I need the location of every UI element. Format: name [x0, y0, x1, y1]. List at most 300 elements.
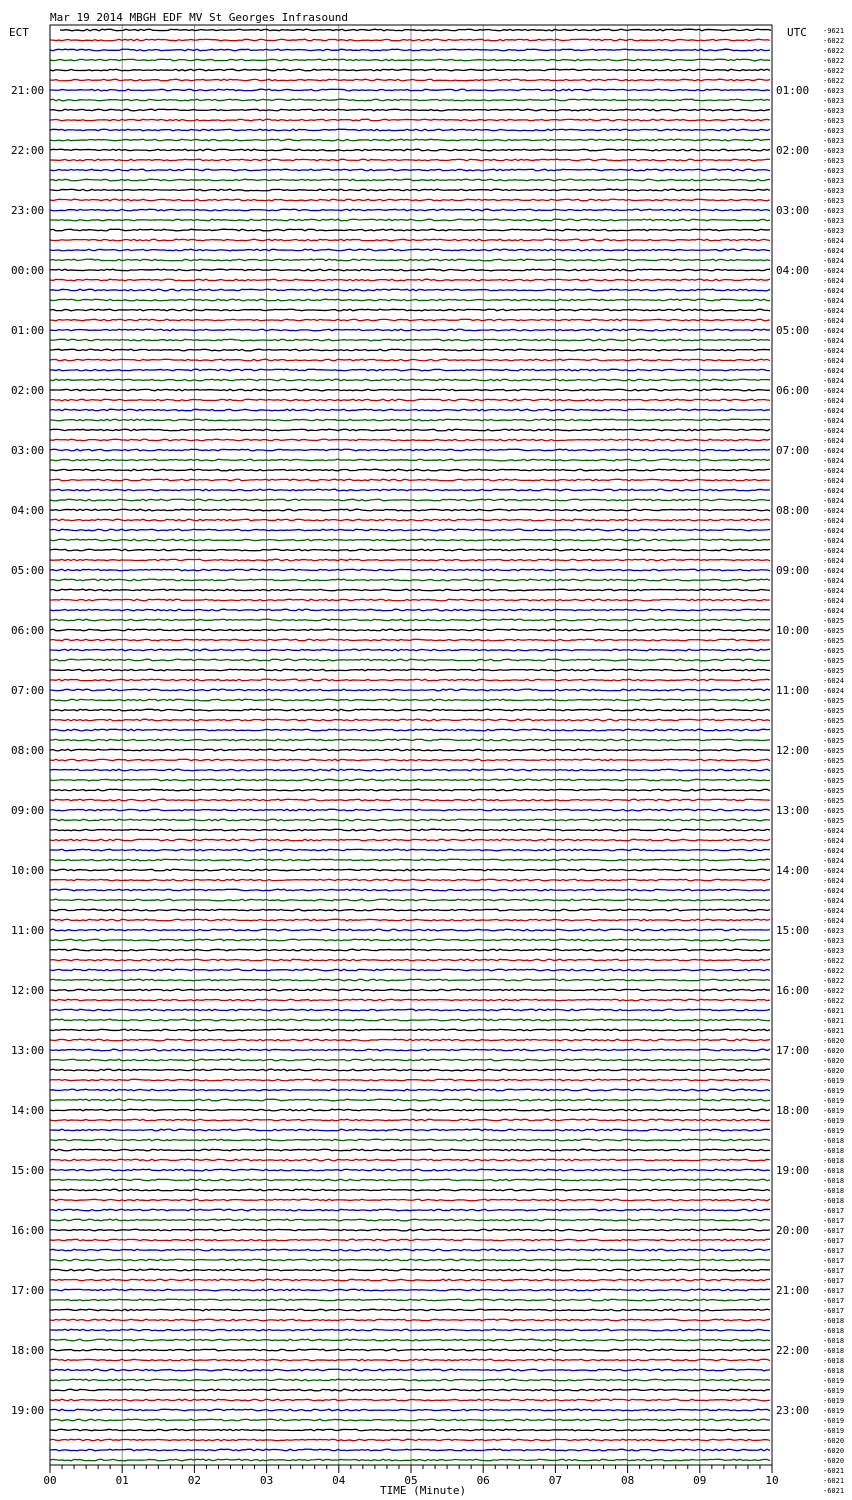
utc-hour-label: 16:00 — [776, 984, 810, 997]
trace-117 — [50, 1199, 770, 1201]
trace-offset-label: -6024 — [823, 247, 845, 255]
ect-hour-label: 12:00 — [11, 984, 45, 997]
trace-offset-label: -6024 — [823, 467, 845, 475]
trace-offset-label: -6022 — [823, 987, 845, 995]
trace-lines — [50, 29, 771, 1461]
trace-140 — [50, 1429, 770, 1431]
trace-36 — [50, 389, 770, 391]
trace-63 — [50, 659, 770, 661]
trace-127 — [50, 1299, 770, 1301]
trace-offset-label: -6025 — [823, 627, 845, 635]
trace-offset-label: -6019 — [823, 1397, 845, 1405]
trace-offset-label: -6024 — [823, 347, 845, 355]
x-tick-label: 06 — [476, 1474, 490, 1487]
trace-25 — [50, 279, 770, 281]
trace-21 — [50, 239, 770, 241]
trace-offset-label: -6020 — [823, 1047, 845, 1055]
ect-hour-label: 15:00 — [11, 1164, 45, 1177]
trace-97 — [50, 999, 770, 1001]
trace-101 — [50, 1039, 770, 1041]
trace-offset-label: -6024 — [823, 317, 845, 325]
trace-offset-label: -6018 — [823, 1137, 845, 1145]
ect-hour-label: 07:00 — [11, 684, 45, 697]
trace-offset-label: -6018 — [823, 1177, 845, 1185]
ect-hour-label: 04:00 — [11, 504, 45, 517]
trace-offset-label: -6025 — [823, 787, 845, 795]
trace-74 — [50, 769, 770, 771]
trace-143 — [50, 1459, 770, 1461]
trace-77 — [50, 799, 770, 801]
trace-35 — [50, 379, 770, 381]
trace-offset-label: -6023 — [823, 197, 845, 205]
trace-offset-label: -6024 — [823, 367, 845, 375]
trace-offset-label: -6023 — [823, 177, 845, 185]
trace-27 — [50, 299, 770, 301]
trace-112 — [50, 1149, 770, 1151]
trace-88 — [50, 909, 770, 911]
trace-48 — [50, 509, 770, 511]
trace-offset-label: -6022 — [823, 957, 845, 965]
trace-92 — [50, 949, 770, 951]
trace-offset-label: -6023 — [823, 167, 845, 175]
ect-hour-label: 02:00 — [11, 384, 45, 397]
trace-offset-label: -6018 — [823, 1337, 845, 1345]
trace-60 — [50, 629, 770, 631]
trace-offset-label: -6024 — [823, 447, 845, 455]
utc-hour-label: 12:00 — [776, 744, 810, 757]
trace-offset-label: -6023 — [823, 107, 845, 115]
trace-offset-label: -6025 — [823, 667, 845, 675]
trace-122 — [50, 1249, 770, 1251]
trace-136 — [50, 1389, 770, 1391]
trace-78 — [50, 809, 770, 811]
trace-118 — [50, 1209, 770, 1211]
utc-hour-label: 19:00 — [776, 1164, 810, 1177]
trace-offset-label: -6024 — [823, 547, 845, 555]
trace-offset-label: -6023 — [823, 87, 845, 95]
trace-120 — [50, 1229, 770, 1231]
trace-offset-label: -6023 — [823, 147, 845, 155]
trace-65 — [50, 679, 770, 681]
trace-126 — [50, 1289, 770, 1291]
trace-offset-label: -6025 — [823, 737, 845, 745]
trace-offset-label: -6024 — [823, 267, 845, 275]
utc-hour-label: 21:00 — [776, 1284, 810, 1297]
trace-40 — [50, 429, 770, 431]
utc-hour-label: 11:00 — [776, 684, 810, 697]
trace-114 — [50, 1169, 770, 1171]
trace-offset-label: -6024 — [823, 677, 845, 685]
trace-51 — [50, 539, 770, 541]
trace-29 — [50, 319, 770, 321]
trace-95 — [50, 979, 770, 981]
trace-66 — [50, 689, 770, 691]
ect-hour-label: 06:00 — [11, 624, 45, 637]
trace-130 — [50, 1329, 770, 1331]
trace-22 — [50, 249, 770, 251]
trace-18 — [50, 209, 770, 211]
trace-38 — [50, 409, 770, 411]
trace-offset-label: -6024 — [823, 907, 845, 915]
trace-offset-label: -6024 — [823, 417, 845, 425]
x-tick-label: 00 — [43, 1474, 57, 1487]
trace-84 — [50, 869, 770, 871]
utc-hour-label: 01:00 — [776, 84, 810, 97]
ect-hour-label: 13:00 — [11, 1044, 45, 1057]
trace-83 — [50, 859, 770, 861]
trace-72 — [50, 749, 770, 751]
trace-offset-label: -6025 — [823, 797, 845, 805]
trace-offset-label: -6023 — [823, 947, 845, 955]
trace-offset-label: -6018 — [823, 1357, 845, 1365]
trace-102 — [50, 1049, 770, 1051]
trace-offset-label: -6018 — [823, 1157, 845, 1165]
trace-133 — [50, 1359, 770, 1361]
trace-2 — [50, 49, 770, 51]
trace-31 — [50, 339, 770, 341]
trace-offset-label: -6024 — [823, 427, 845, 435]
trace-23 — [50, 259, 770, 261]
trace-offset-label: -6024 — [823, 537, 845, 545]
utc-hour-labels — [776, 84, 809, 1417]
trace-offset-label: -6024 — [823, 897, 845, 905]
trace-offset-label: -6022 — [823, 57, 845, 65]
trace-45 — [50, 479, 770, 481]
trace-32 — [50, 349, 770, 351]
trace-134 — [50, 1369, 770, 1371]
trace-96 — [50, 989, 770, 991]
trace-offset-label: -6024 — [823, 847, 845, 855]
utc-hour-label: 05:00 — [776, 324, 810, 337]
trace-43 — [50, 459, 770, 461]
trace-offset-label: -6018 — [823, 1197, 845, 1205]
trace-offset-label: -6024 — [823, 377, 845, 385]
trace-offset-label: -6024 — [823, 567, 845, 575]
trace-offset-label: -6023 — [823, 187, 845, 195]
trace-offset-label: -6024 — [823, 277, 845, 285]
trace-offset-label: -6023 — [823, 217, 845, 225]
trace-offset-label: -6024 — [823, 297, 845, 305]
x-tick-label: 04 — [332, 1474, 346, 1487]
trace-9 — [50, 119, 770, 121]
trace-59 — [50, 619, 770, 621]
ect-hour-label: 22:00 — [11, 144, 45, 157]
trace-offset-label: -6024 — [823, 577, 845, 585]
trace-75 — [50, 779, 770, 781]
trace-offset-label: -6020 — [823, 1447, 845, 1455]
trace-offset-label: -6019 — [823, 1077, 845, 1085]
trace-12 — [50, 149, 770, 151]
trace-offset-label: -6021 — [823, 1477, 845, 1485]
trace-offset-label: -6019 — [823, 1417, 845, 1425]
trace-offset-label: -6021 — [823, 1467, 845, 1475]
trace-19 — [50, 219, 770, 221]
ect-hour-label: 16:00 — [11, 1224, 45, 1237]
trace-139 — [50, 1419, 770, 1421]
trace-offset-label: -6024 — [823, 877, 845, 885]
trace-offset-label: -6021 — [823, 1017, 845, 1025]
trace-137 — [50, 1399, 770, 1401]
ect-hour-label: 14:00 — [11, 1104, 45, 1117]
trace-offset-label: -6024 — [823, 257, 845, 265]
trace-42 — [50, 449, 770, 451]
trace-offset-label: -6025 — [823, 727, 845, 735]
trace-offset-label: -6020 — [823, 1057, 845, 1065]
utc-hour-label: 06:00 — [776, 384, 810, 397]
trace-110 — [50, 1129, 770, 1131]
trace-58 — [50, 609, 770, 611]
trace-68 — [50, 709, 770, 711]
trace-offset-label: -6024 — [823, 397, 845, 405]
trace-115 — [50, 1179, 770, 1181]
trace-11 — [50, 139, 770, 141]
trace-offset-label: -6023 — [823, 927, 845, 935]
trace-offset-label: -6025 — [823, 617, 845, 625]
trace-offset-label: -6020 — [823, 1037, 845, 1045]
trace-offset-label: -6023 — [823, 227, 845, 235]
trace-93 — [50, 959, 770, 961]
trace-offset-label: -6024 — [823, 687, 845, 695]
trace-offset-label: -6024 — [823, 557, 845, 565]
trace-offset-label: -6025 — [823, 707, 845, 715]
trace-100 — [50, 1029, 770, 1031]
trace-39 — [50, 419, 770, 421]
trace-offset-label: -6024 — [823, 857, 845, 865]
trace-3 — [50, 59, 770, 61]
trace-54 — [50, 569, 770, 571]
trace-offset-label: -6017 — [823, 1227, 845, 1235]
trace-128 — [50, 1309, 770, 1311]
trace-57 — [50, 599, 770, 601]
trace-98 — [50, 1009, 770, 1011]
trace-73 — [50, 759, 770, 761]
trace-offset-label: -6017 — [823, 1257, 845, 1265]
trace-62 — [50, 649, 770, 651]
trace-67 — [50, 699, 770, 701]
trace-offset-label: -6024 — [823, 497, 845, 505]
chart-title: Mar 19 2014 MBGH EDF MV St Georges Infrasound — [50, 11, 349, 24]
trace-offset-label: -6017 — [823, 1287, 845, 1295]
trace-offset-label: -6024 — [823, 337, 845, 345]
trace-offset-label: -6017 — [823, 1297, 845, 1305]
trace-offset-label: -6019 — [823, 1387, 845, 1395]
x-tick-label: 01 — [115, 1474, 129, 1487]
trace-107 — [50, 1099, 770, 1101]
x-tick-label: 09 — [693, 1474, 707, 1487]
trace-132 — [50, 1349, 770, 1351]
trace-108 — [50, 1109, 770, 1111]
trace-81 — [50, 839, 770, 841]
trace-offset-label: -6017 — [823, 1237, 845, 1245]
trace-119 — [50, 1219, 770, 1221]
utc-hour-label: 22:00 — [776, 1344, 810, 1357]
trace-offset-label: -6023 — [823, 117, 845, 125]
trace-offset-label: -6019 — [823, 1107, 845, 1115]
trace-offset-label: -6023 — [823, 127, 845, 135]
trace-4 — [50, 69, 770, 71]
trace-offset-label: -6017 — [823, 1207, 845, 1215]
trace-offset-label: -6022 — [823, 67, 845, 75]
trace-34 — [50, 369, 770, 371]
x-tick-label: 08 — [620, 1474, 635, 1487]
utc-hour-label: 07:00 — [776, 444, 810, 457]
trace-37 — [50, 399, 770, 401]
trace-30 — [50, 329, 770, 331]
trace-105 — [50, 1079, 770, 1081]
trace-offset-label: -6024 — [823, 517, 845, 525]
trace-17 — [50, 199, 770, 201]
trace-offset-label: -6024 — [823, 287, 845, 295]
trace-offset-label: -6024 — [823, 837, 845, 845]
trace-offset-label: -6024 — [823, 477, 845, 485]
trace-85 — [50, 879, 770, 881]
ect-hour-label: 18:00 — [11, 1344, 45, 1357]
utc-hour-label: 09:00 — [776, 564, 810, 577]
trace-offset-label: -6024 — [823, 597, 845, 605]
trace-offset-label: -6025 — [823, 757, 845, 765]
trace-offset-label: -6023 — [823, 157, 845, 165]
trace-offset-label: -6022 — [823, 37, 845, 45]
trace-7 — [50, 99, 770, 101]
trace-141 — [50, 1439, 770, 1441]
trace-offset-label: -6019 — [823, 1427, 845, 1435]
trace-offset-label: -6024 — [823, 917, 845, 925]
ect-hour-label: 01:00 — [11, 324, 45, 337]
trace-offset-label: -6025 — [823, 747, 845, 755]
trace-125 — [50, 1279, 770, 1281]
trace-47 — [50, 499, 770, 501]
utc-hour-label: 15:00 — [776, 924, 810, 937]
ect-hour-label: 09:00 — [11, 804, 45, 817]
trace-56 — [50, 589, 770, 591]
trace-offset-label: -6020 — [823, 1067, 845, 1075]
trace-offset-label: -6023 — [823, 207, 845, 215]
trace-5 — [50, 79, 770, 81]
utc-hour-label: 08:00 — [776, 504, 810, 517]
trace-138 — [50, 1409, 770, 1411]
trace-offset-label: -6025 — [823, 817, 845, 825]
trace-28 — [50, 309, 770, 311]
trace-offset-label: -6018 — [823, 1167, 845, 1175]
trace-offset-label: -6025 — [823, 637, 845, 645]
trace-offset-label: -6019 — [823, 1127, 845, 1135]
trace-94 — [50, 969, 770, 971]
ect-hour-label: 23:00 — [11, 204, 45, 217]
trace-89 — [50, 919, 770, 921]
trace-offset-label: -6018 — [823, 1367, 845, 1375]
trace-offset-label: -6017 — [823, 1277, 845, 1285]
utc-hour-label: 20:00 — [776, 1224, 810, 1237]
x-tick-label: 07 — [548, 1474, 563, 1487]
trace-offset-label: -6024 — [823, 587, 845, 595]
trace-131 — [50, 1339, 770, 1341]
trace-offset-label: -6025 — [823, 657, 845, 665]
trace-offset-label: -6024 — [823, 827, 845, 835]
trace-82 — [50, 849, 770, 851]
utc-hour-label: 04:00 — [776, 264, 810, 277]
trace-offset-label: -6018 — [823, 1327, 845, 1335]
ect-hour-labels — [11, 84, 44, 1417]
trace-6 — [50, 89, 770, 91]
trace-offset-label: -6024 — [823, 357, 845, 365]
trace-offset-label: -6017 — [823, 1217, 845, 1225]
trace-offset-label: -6024 — [823, 387, 845, 395]
trace-offset-label: -6023 — [823, 937, 845, 945]
trace-offset-labels — [823, 27, 844, 1495]
trace-124 — [50, 1269, 770, 1271]
trace-24 — [50, 269, 770, 271]
ect-hour-label: 11:00 — [11, 924, 45, 937]
utc-hour-label: 14:00 — [776, 864, 810, 877]
trace-offset-label: -9621 — [823, 27, 845, 35]
ect-hour-label: 10:00 — [11, 864, 45, 877]
left-axis-label: ECT — [9, 26, 29, 39]
minute-gridlines — [122, 25, 700, 1465]
trace-offset-label: -6019 — [823, 1377, 845, 1385]
trace-offset-label: -6024 — [823, 507, 845, 515]
trace-offset-label: -6022 — [823, 77, 845, 85]
trace-offset-label: -6025 — [823, 807, 845, 815]
trace-104 — [50, 1069, 770, 1071]
trace-offset-label: -6019 — [823, 1407, 845, 1415]
trace-49 — [50, 519, 770, 521]
trace-123 — [50, 1259, 770, 1261]
ect-hour-label: 19:00 — [11, 1404, 45, 1417]
trace-offset-label: -6022 — [823, 997, 845, 1005]
trace-offset-label: -6021 — [823, 1007, 845, 1015]
trace-8 — [50, 109, 770, 111]
trace-113 — [50, 1159, 770, 1161]
trace-26 — [50, 289, 770, 291]
ect-hour-label: 21:00 — [11, 84, 45, 97]
trace-offset-label: -6020 — [823, 1457, 845, 1465]
trace-offset-label: -6025 — [823, 647, 845, 655]
trace-offset-label: -6023 — [823, 97, 845, 105]
trace-offset-label: -6022 — [823, 977, 845, 985]
trace-20 — [50, 229, 770, 231]
utc-hour-label: 17:00 — [776, 1044, 810, 1057]
trace-offset-label: -6019 — [823, 1117, 845, 1125]
trace-10 — [50, 129, 770, 131]
trace-55 — [50, 579, 770, 581]
x-tick-label: 10 — [765, 1474, 779, 1487]
ect-hour-label: 05:00 — [11, 564, 45, 577]
trace-offset-label: -6021 — [823, 1027, 845, 1035]
trace-offset-label: -6019 — [823, 1087, 845, 1095]
trace-99 — [50, 1019, 770, 1021]
trace-116 — [50, 1189, 770, 1191]
trace-52 — [50, 549, 770, 551]
trace-offset-label: -6017 — [823, 1267, 845, 1275]
trace-142 — [50, 1449, 770, 1451]
trace-offset-label: -6024 — [823, 457, 845, 465]
trace-44 — [50, 469, 770, 471]
utc-hour-label: 18:00 — [776, 1104, 810, 1117]
trace-offset-label: -6024 — [823, 407, 845, 415]
trace-offset-label: -6024 — [823, 307, 845, 315]
trace-46 — [50, 489, 770, 491]
trace-121 — [50, 1239, 770, 1241]
trace-103 — [50, 1059, 770, 1061]
trace-offset-label: -6018 — [823, 1347, 845, 1355]
trace-16 — [50, 189, 770, 191]
trace-86 — [50, 889, 770, 891]
trace-76 — [50, 789, 770, 791]
trace-offset-label: -6024 — [823, 327, 845, 335]
trace-offset-label: -6025 — [823, 697, 845, 705]
x-tick-label: 02 — [187, 1474, 202, 1487]
utc-hour-label: 23:00 — [776, 1404, 810, 1417]
